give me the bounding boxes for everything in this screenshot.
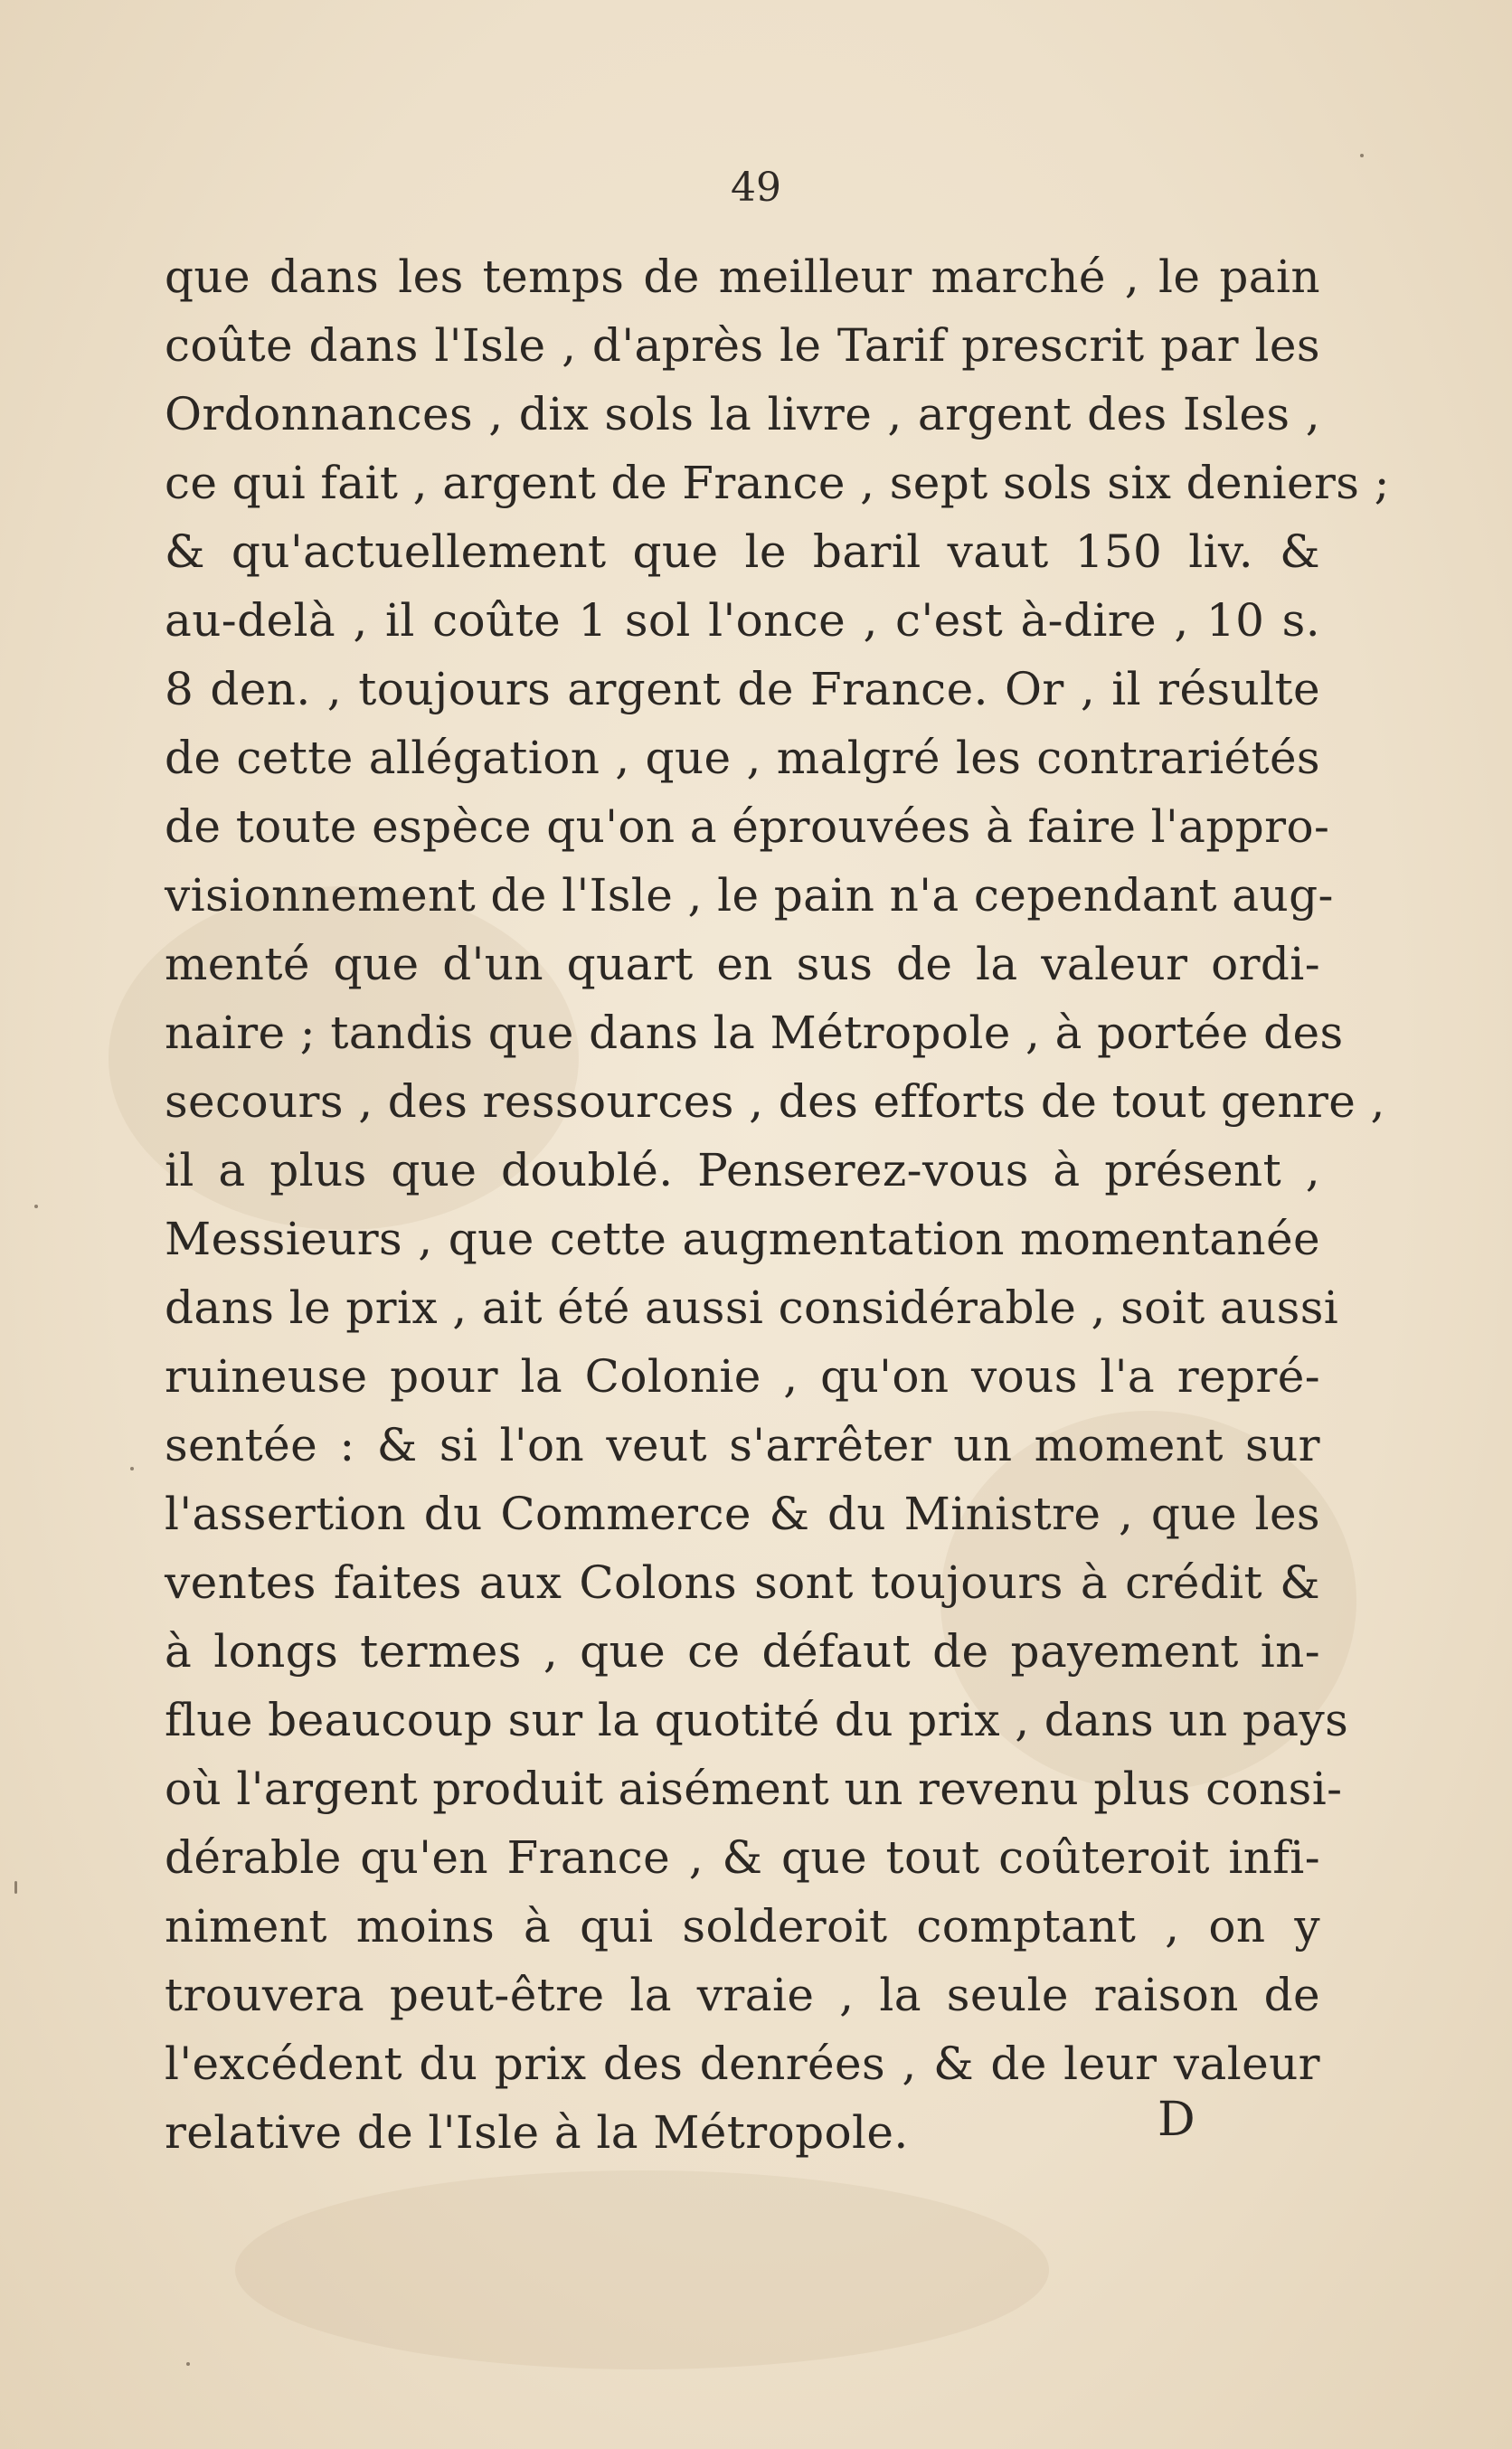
text-line: l'excédent du prix des denrées , & de leur valeur	[165, 2038, 1320, 2090]
text-line: naire ; tandis que dans la Métropole , à portée des	[165, 1007, 1344, 1059]
ink-speck	[34, 1205, 38, 1208]
body-text	[165, 242, 1390, 2167]
text-line: & qu'actuellement que le baril vaut 150 liv. &	[165, 525, 1320, 578]
text-line: 8 den. , toujours argent de France. Or , il résulte	[165, 663, 1320, 715]
text-line: l'assertion du Commerce & du Ministre , que les	[165, 1488, 1320, 1540]
text-line: il a plus que doublé. Penserez-vous à présent ,	[165, 1144, 1320, 1196]
text-line: relative de l'Isle à la Métropole.	[165, 2106, 909, 2159]
text-line: flue beaucoup sur la quotité du prix , dans un pays	[165, 1694, 1349, 1746]
ink-speck	[14, 1881, 17, 1894]
text-line: dérable qu'en France , & que tout coûteroit infi-	[165, 1831, 1320, 1884]
text-line: ce qui fait , argent de France , sept sols six deniers ;	[165, 457, 1390, 509]
text-line: de toute espèce qu'on a éprouvées à faire l'appro-	[165, 800, 1330, 853]
text-line: visionnement de l'Isle , le pain n'a cependant aug-	[165, 869, 1334, 922]
ink-speck	[1360, 154, 1364, 157]
page-number: 49	[731, 165, 781, 211]
signature-mark: D	[1158, 2093, 1195, 2147]
paper-stain	[235, 2170, 1049, 2369]
text-line: niment moins à qui solderoit comptant , on y	[165, 1900, 1320, 1953]
text-line: dans le prix , ait été aussi considérable , soit aussi	[165, 1281, 1339, 1334]
ink-speck	[186, 2362, 190, 2366]
text-line: sentée : & si l'on veut s'arrêter un moment sur	[165, 1419, 1320, 1471]
text-line: menté que d'un quart en sus de la valeur ordi-	[165, 938, 1320, 990]
text-line: Messieurs , que cette augmentation momentanée	[165, 1213, 1320, 1265]
text-line: où l'argent produit aisément un revenu plus consi-	[165, 1763, 1343, 1815]
text-line: de cette allégation , que , malgré les contrariétés	[165, 732, 1320, 784]
text-line: trouvera peut-être la vraie , la seule raison de	[165, 1969, 1320, 2021]
ink-speck	[130, 1467, 134, 1470]
text-line: coûte dans l'Isle , d'après le Tarif prescrit par les	[165, 319, 1320, 372]
text-line: ruineuse pour la Colonie , qu'on vous l'a repré-	[165, 1350, 1320, 1403]
text-line: que dans les temps de meilleur marché , le pain	[165, 251, 1320, 303]
text-line: au-delà , il coûte 1 sol l'once , c'est à-dire , 10 s.	[165, 594, 1320, 647]
text-line: ventes faites aux Colons sont toujours à crédit &	[165, 1556, 1320, 1609]
text-line: à longs termes , que ce défaut de payement in-	[165, 1625, 1320, 1678]
text-line: secours , des ressources , des efforts de tout genre ,	[165, 1075, 1385, 1128]
text-line: Ordonnances , dix sols la livre , argent des Isles ,	[165, 388, 1320, 440]
